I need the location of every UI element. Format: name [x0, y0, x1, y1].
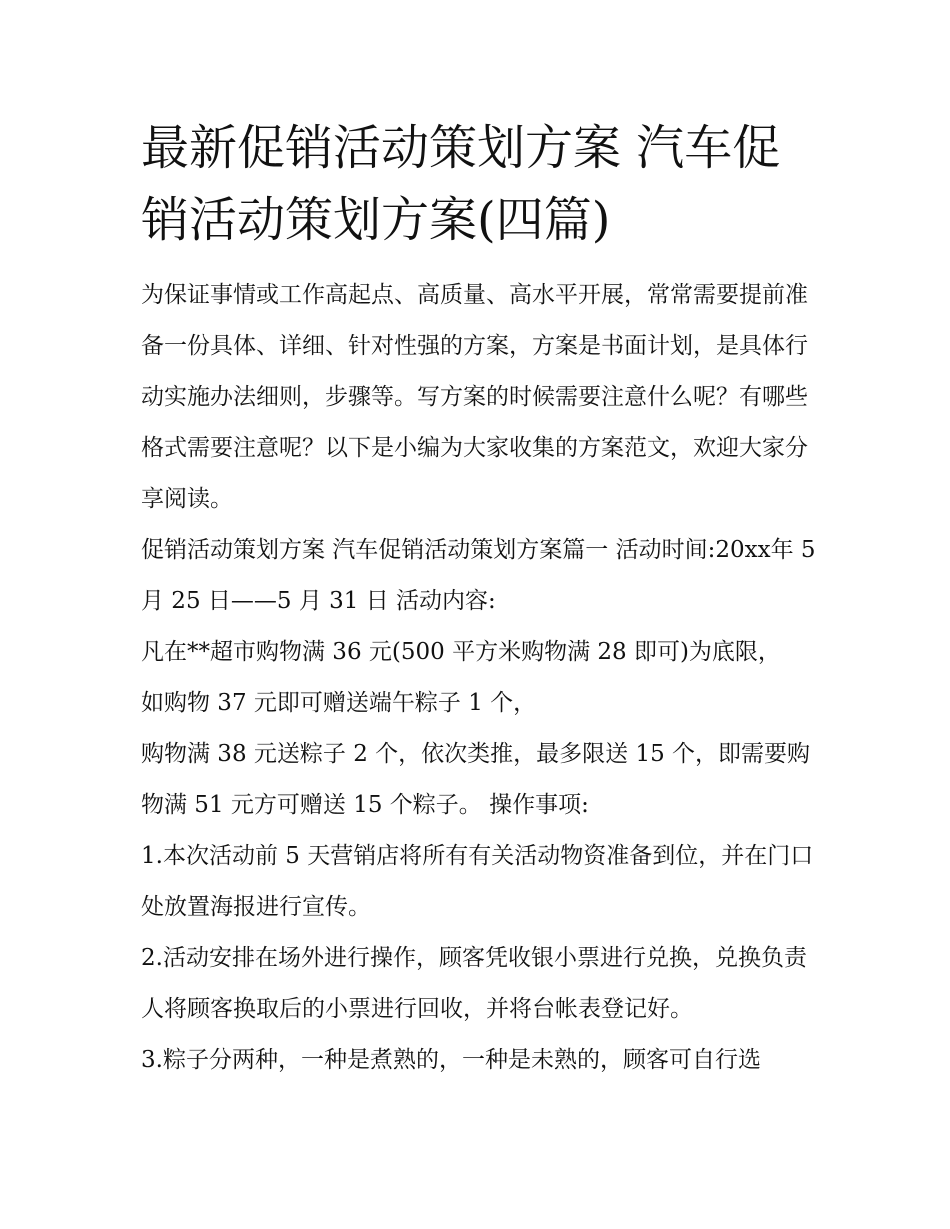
activity-limit-paragraph: 购物满 38 元送粽子 2 个，依次类推，最多限送 15 个，即需要购物满 51 元方可赠送 15 个粽子。 操作事项:	[141, 741, 811, 818]
document-title: 最新促销活动策划方案 汽车促销活动策划方案(四篇)	[141, 120, 781, 248]
operation-item-2: 2.活动安排在场外进行操作，顾客凭收银小票进行兑换，兑换负责人将顾客换取后的小票进行回收，并将台帐表登记好。	[141, 945, 807, 1022]
document-body	[141, 112, 816, 1086]
operation-item-3: 3.粽子分两种，一种是煮熟的，一种是未熟的，顾客可自行选	[141, 1047, 761, 1073]
intro-paragraph: 为保证事情或工作高起点、高质量、高水平开展，常常需要提前准备一份具体、详细、针对性强的方案，方案是书面计划，是具体行动实施办法细则，步骤等。写方案的时候需要注意什么呢？有哪些格式需要注意呢？以下是小编为大家收集的方案范文，欢迎大家分享阅读。	[141, 282, 808, 512]
activity-time-paragraph: 促销活动策划方案 汽车促销活动策划方案篇一 活动时间:20xx年 5 月 25 日——5 月 31 日 活动内容:	[141, 537, 816, 614]
activity-rule-paragraph: 凡在**超市购物满 36 元(500 平方米购物满 28 即可)为底限，	[141, 639, 781, 665]
activity-example-paragraph: 如购物 37 元即可赠送端午粽子 1 个，	[141, 690, 537, 716]
operation-item-1: 1.本次活动前 5 天营销店将所有有关活动物资准备到位，并在门口处放置海报进行宣传。	[141, 843, 814, 920]
